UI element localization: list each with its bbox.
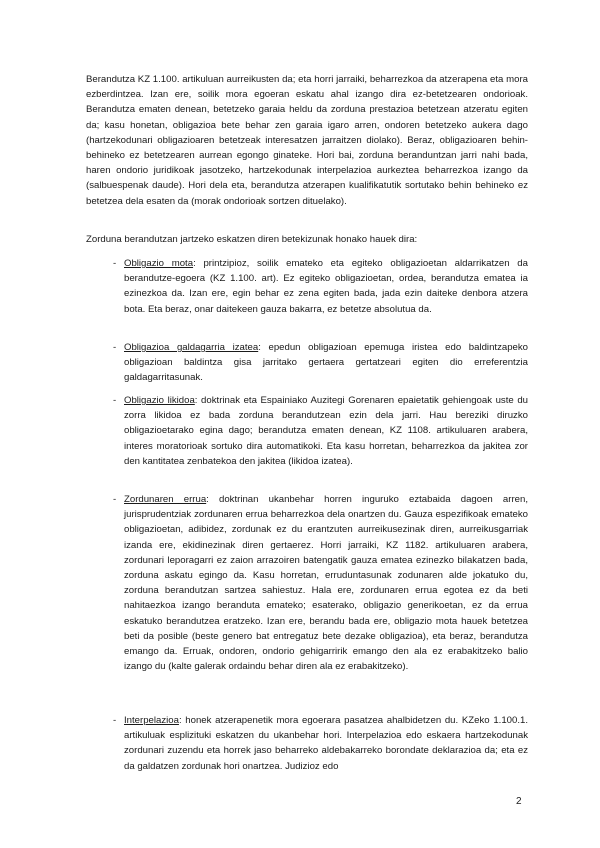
list-item-obligazio-mota <box>86 256 528 317</box>
requirements-intro <box>86 232 528 247</box>
list-item-body <box>124 393 528 469</box>
bullet-dash: - <box>113 395 117 406</box>
bullet-dash: - <box>113 258 117 269</box>
bullet-dash: - <box>113 715 117 726</box>
list-item-text: : doktrinan ukanbehar horren inguruko eztabaida dagoen arren, jurisprudentziak zordunaren errua beharrezkoa dela onartzen du. Gauza espezifikoak emateko obligazioetan, adibidez, zordunak ez du erantzuten aurreikusezinak diren, aurreikusgarriak izanda ere, ekidinezinak diren gertaerez. Horri jarraiki, KZ 1182. artikuluaren arabera, zordunari leporagarri ez zaion arrazoiren batengatik gauza ematea ezinezko bilakatzen bada, zorduna askatu egingo da. Kasu horretan, erruduntasunak zodunaren alde jokatuko du, zorduna berandutzan sartzea sahiestuz. Hala ere, zordunaren errua egotea ez da beti nahitaezkoa izango beranduta emateko; esaterako, obligazio generikoetan, ez da errua eskatuko berandutzea eratzeko. Izan ere, berandu bada ere, obligazio mota hauek betetzea beti da posible (beste genero bat entregatuz bete dezake obligazioa), eta beraz, berandutza emango da. Erruak, ondoren, ondorio gehigarririk emango den ala ez erabakitzeko balio izango du (kalte galerak ordaindu behar diren ala ez erabakitzeko). <box>124 494 528 673</box>
list-item-body <box>124 492 528 674</box>
paragraph-text: Berandutza KZ 1.100. artikuluan aurreikusten da; eta horri jarraiki, beharrezkoa da atzerapena eta mora ezberdintzea. Izan ere, soilik mora egoeran eskatu ahal izango dira ez-betetzearen ondorioak. Berandutza ematen denean, betetzeko garaia heldu da zorduna prestazioa betetzean atzeratu egiten da; kasu honetan, obligazioa bete behar zen garaia igaro arren, ondoren betetzeko aukera dago (hartzekodunari obligazioaren betetzeak interesatzen jarraitzen diolako). Beraz, obligazioaren behin-behineko ez betetzearen aurrean egongo ginateke. Hori bai, zorduna beranduntzan jarri nahi bada, haren ondorio juridikoak jasotzeko, hartzekodunak interpelazioa aurkeztea beharrezkoa izango da (salbuespenak daude). Hori dela eta, berandutza atzerapen kualifikatutik sortutako behin behineko ez betetzea dela esaten da (morak ondorioak sortzen dituelako). <box>86 74 528 207</box>
body-paragraph-berandutza <box>86 72 528 209</box>
bullet-dash: - <box>113 342 117 353</box>
list-item-text: : doktrinak eta Espainiako Auzitegi Gorenaren epaietatik gehiengoak uste du zorra likidoa ez bada zorduna berandutzean ezin dela jarri. Hau bereziki diruzko obligazioetarako egina dago; berandutza ematen denean, KZ 1108. artikuluaren arabera, interes moratorioak sortuko dira automatikoki. Eta kasu horretan, beharrezkoa da jakitea zor den kantitatea zenbatekoa den jakitea (likidoa izatea). <box>124 395 528 467</box>
list-item-galdagarria <box>86 340 528 386</box>
list-item-term: Interpelazioa <box>124 715 179 726</box>
list-item-body <box>124 340 528 386</box>
list-item-errua <box>86 492 528 674</box>
list-item-text: : honek atzerapenetik mora egoerara pasatzea ahalbidetzen du. KZeko 1.100.1. artikuluak esplizituki eskatzen du ukanbehar hori. Interpelazioa edo eskaera hartzekodunak zordunari zuzendu eta horrek jaso beharreko aldebakarreko borondate deklarazioa da; eta ez da galdatzen zordunak hori onartzea. Judizioz edo <box>124 715 528 772</box>
list-item-body <box>124 256 528 317</box>
list-item-term: Obligazioa galdagarria izatea <box>124 342 259 353</box>
list-item-text: : epedun obligazioan epemuga iristea edo baldintzapeko obligazioan baldintza gisa jarritako gertaera gertatzeari egiten dio erreferentzia galdagarritasunak. <box>124 342 529 384</box>
list-item-term: Obligazio mota <box>124 258 194 269</box>
list-item-likidoa <box>86 393 528 469</box>
list-item-term: Zordunaren errua <box>124 494 207 505</box>
intro-text: Zorduna berandutzan jartzeko eskatzen diren betekizunak honako hauek dira: <box>86 234 418 245</box>
list-item-interpelazioa <box>86 713 528 774</box>
list-item-text: : printzipioz, soilik emateko eta egiteko obligazioetan aldarrikatzen da berandutze-egoera (KZ 1.100. art). Ez egiteko obligazioetan, ordea, berandutza ematea ia ezinezkoa da. Izan ere, egin behar ez zena egiten bada, jada ezin daiteke denbora atzera bota. Eta beraz, onar daitekeen gauza bakarra, ez betetze absolutua da. <box>124 258 528 315</box>
list-item-body <box>124 713 528 774</box>
bullet-dash: - <box>113 494 117 505</box>
list-item-term: Obligazio likidoa <box>124 395 195 406</box>
page-number: 2 <box>516 796 522 807</box>
